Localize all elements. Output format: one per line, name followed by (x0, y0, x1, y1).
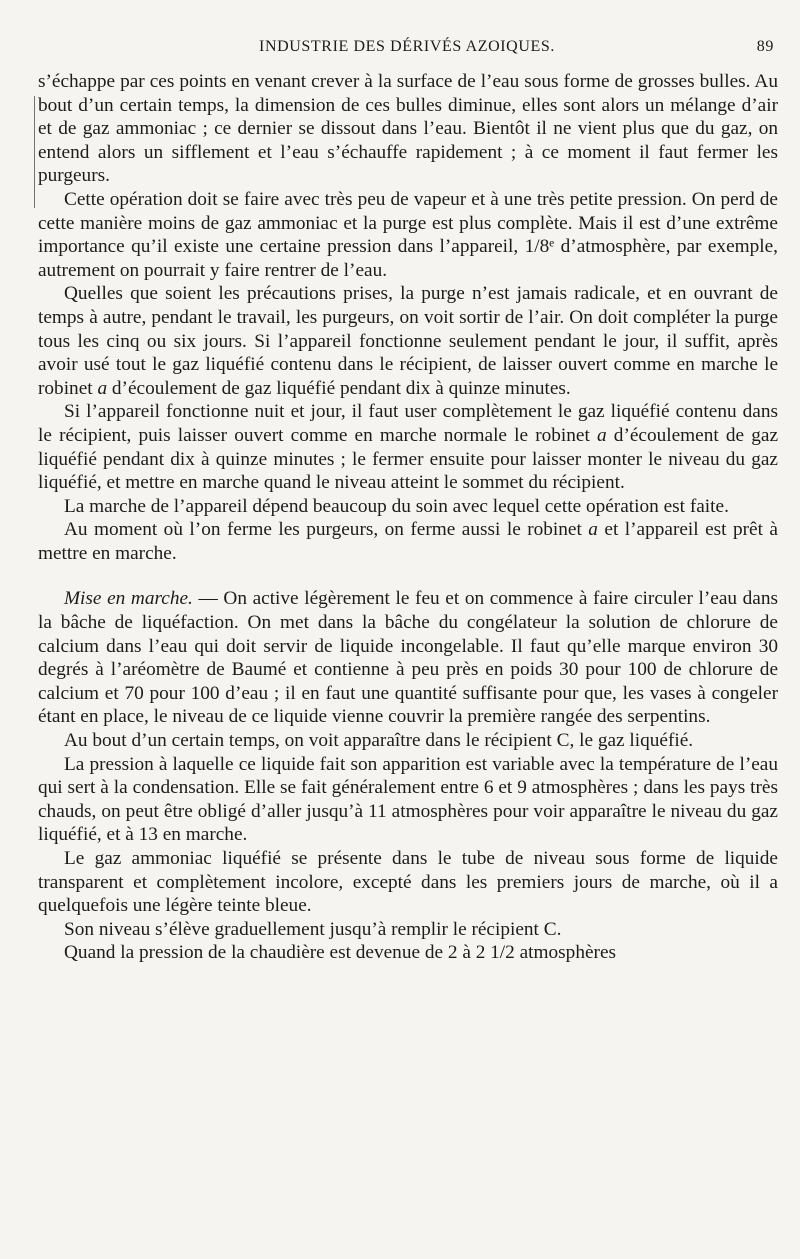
paragraph: Quand la pression de la chaudière est devenue de 2 à 2 1/2 atmosphères (64, 942, 617, 964)
paragraph (38, 518, 778, 565)
body-text (38, 70, 778, 965)
page-number: 89 (756, 38, 774, 55)
paragraph: La marche de l’appareil dépend beaucoup du soin avec lequel cette opération est faite. (64, 495, 729, 517)
paragraph (38, 587, 778, 729)
valve-letter: a (588, 519, 598, 541)
paragraph-text: d’écoulement de gaz liquéfié pendant dix à quinze minutes ; le fermer ensuite pour laisser monter le niveau du gaz liquéfié, et mettre en marche quand le niveau atteint le sommet du récipient. (38, 424, 779, 494)
paragraph (38, 400, 778, 494)
margin-mark (34, 96, 37, 208)
paragraph-text: Quelles que soient les précautions prises, la purge n’est jamais radicale, et en ouvrant de temps à autre, pendant le travail, les purgeurs, on voit sortir de l’air. On doit compléter la purge tous les cinq ou six jours. Si l’appareil fonctionne seulement pendant le jour, il suffit, après avoir usé tout le gaz liquéfié contenu dans le récipient, de laisser ouvert comme en marche le robinet (38, 283, 778, 399)
section-heading: Mise en marche. (64, 588, 193, 610)
paragraph: Au bout d’un certain temps, on voit apparaître dans le récipient C, le gaz liquéfié. (64, 730, 694, 752)
paragraph: La pression à laquelle ce liquide fait son apparition est variable avec la température de l’eau qui sert à la condensation. Elle se fait généralement entre 6 et 9 atmosphères ; dans les pays très chauds, on peut être obligé d’aller jusqu’à 11 atmosphères pour voir apparaître le niveau du gaz liquéfié, et à 13 en marche. (38, 753, 778, 846)
paragraph (38, 282, 778, 400)
paragraph: Le gaz ammoniac liquéfié se présente dans le tube de niveau sous forme de liquide transparent et complètement incolore, excepté dans les premiers jours de marche, où il a quelquefois une légère teinte bleue. (38, 848, 778, 917)
running-title: INDUSTRIE DES DÉRIVÉS AZOIQUES. (259, 38, 555, 55)
valve-letter: a (97, 377, 108, 399)
paragraph: Cette opération doit se faire avec très peu de vapeur et à une très petite pression. On perd de cette manière moins de gaz ammoniac et la purge est plus complète. Mais il est d’une extrême importance qu’il existe une certaine pression dans l’appareil, 1/8ᵉ d’atmosphère, par exemple, autrement on pourrait y faire rentrer de l’eau. (38, 188, 778, 281)
paragraph-text: Si l’appareil fonctionne nuit et jour, il faut user complètement le gaz liquéfié contenu dans le récipient, puis laisser ouvert comme en marche normale le robinet (38, 401, 778, 446)
paragraph-text: — On active légèrement le feu et on commence à faire circuler l’eau dans la bâche de liquéfaction. On met dans la bâche du congélateur la solution de chlorure de calcium dans l’eau qui doit servir de liquide incongelable. Il faut qu’elle marque environ 30 degrés à l’aréomètre de Baumé et contienne à peu près en poids 30 pour 100 de chlorure de calcium et 70 pour 100 d’eau ; il en faut une quantité suffisante pour que, les vases à congeler étant en place, le niveau de ce liquide vienne couvrir la première rangée des serpentins. (38, 588, 778, 728)
paragraph-text: et l’appareil est prêt à mettre en marche. (38, 519, 778, 564)
running-header (36, 38, 778, 62)
paragraph-text: d’écoulement de gaz liquéfié pendant dix à quinze minutes. (107, 377, 571, 399)
valve-letter: a (597, 424, 607, 446)
paragraph: Son niveau s’élève graduellement jusqu’à remplir le récipient C. (64, 918, 562, 940)
paragraph-text: Au moment où l’on ferme les purgeurs, on ferme aussi le robinet (64, 519, 589, 541)
paragraph: s’échappe par ces points en venant crever à la surface de l’eau sous forme de grosses bulles. Au bout d’un certain temps, la dimension de ces bulles diminue, elles sont alors un mélange d’air et de gaz ammoniac ; ce dernier se dissout dans l’eau. Bientôt il ne vient plus que du gaz, on entend alors un sifflement et l’eau s’échauffe rapidement ; à ce moment il faut fermer les purgeurs. (38, 71, 778, 187)
